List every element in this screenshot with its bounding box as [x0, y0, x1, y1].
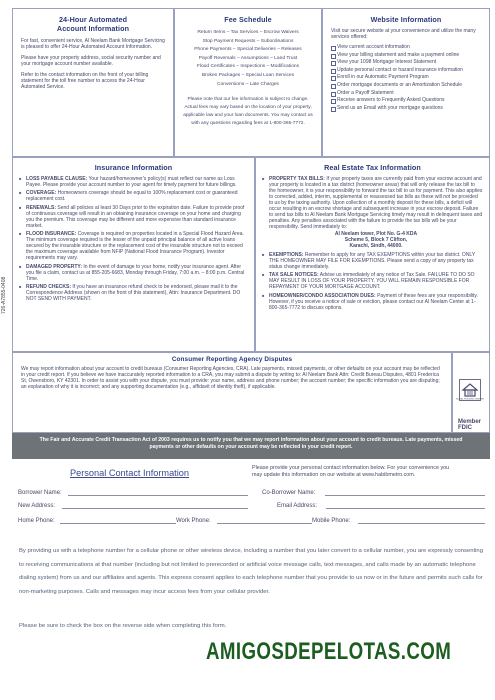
insurance-item-head: LOSS PAYABLE CLAUSE: [26, 176, 88, 182]
website-info-title: Website Information [370, 15, 442, 24]
website-checklist-item[interactable]: Order a Payoff Statement [331, 90, 481, 96]
fee-item: Conversions – Late Charges [217, 81, 279, 87]
website-checklist-item[interactable]: Update personal contact or hazard insurance information [331, 67, 481, 73]
tax-item [262, 293, 483, 311]
fee-item: Broken Packages – Special Loan Services [201, 72, 295, 78]
automated-paragraph-3: Refer to the contact information on the front of your billing statement for the toll free number to access the 24-Hour Automated Service. [21, 72, 149, 90]
insurance-item-text: If you have an insurance refund check to be endorsed, please mail it to the Correspondence Address (shown on the front of this statement), Attn: Insurance Department. DO NOT SEND WITH PAYMENT. [26, 283, 241, 302]
insurance-item-head: FLOOD INSURANCE: [26, 231, 77, 238]
equal-housing-lender-text: EQUAL HOUSING LENDER [456, 398, 484, 401]
website-info-section [322, 8, 490, 157]
home-phone-field[interactable] [60, 523, 176, 524]
insurance-item-text: In the event of damage to your home, notify your insurance agent. After you file a claim, contact us at 855-205-6683, Monday through Friday, 7:00 a.m. – 8:00 p.m. Central Time. [26, 263, 245, 282]
insurance-item-text: Your hazard/homeowner's policy(s) must reflect our name as Loss Payee. Please provide your account number to your agent for timely payment for future billings. [26, 176, 237, 188]
personal-contact-title: Personal Contact Information [70, 468, 189, 478]
tax-item-head: HOMEOWNER/CONDO ASSOCIATION DUES: [269, 292, 376, 299]
insurance-item-head: DAMAGED PROPERTY: [26, 263, 83, 270]
insurance-item [19, 190, 248, 202]
insurance-item-head: COVERAGE: [26, 190, 57, 197]
work-phone-label: Work Phone: [176, 518, 211, 524]
watermark-brand: AMIGOSDEPELOTAS.COM [206, 638, 452, 665]
automated-title-line1: 24-Hour Automated [58, 15, 128, 24]
tax-item-head: EXEMPTIONS: [269, 252, 304, 258]
member-fdic-label [458, 419, 481, 431]
tax-info-title: Real Estate Tax Information [324, 163, 421, 172]
website-checklist-item[interactable]: Receive answers to Frequently Asked Questions [331, 97, 481, 103]
insurance-item [19, 205, 248, 229]
automated-paragraph-2: Please have your property address, social security number and your mortgage account number available. [21, 55, 161, 67]
tax-item-head: TAX SALE NOTICES: [269, 272, 319, 279]
fee-item: Payoff Reversals – Assumptions – Land Trust [198, 55, 298, 61]
insurance-item [19, 284, 248, 302]
website-checklist-item[interactable]: View your billing statement and make a payment online [331, 52, 481, 58]
equal-housing-box [452, 352, 490, 433]
email-address-label: Email Address: [277, 503, 318, 509]
insurance-item-head: RENEWALS: [26, 204, 56, 211]
automated-paragraph-1: For fast, convenient service, Al Neelam Bank Mortgage Servicing is pleased to offer 24-Hour Automated Account Information. [21, 38, 165, 50]
website-checklist-item[interactable]: Send us an Email with your mortgage questions [331, 105, 481, 111]
mobile-phone-label: Mobile Phone: [312, 518, 351, 524]
website-checklist [331, 44, 481, 111]
co-borrower-name-field[interactable] [325, 495, 485, 496]
website-checklist-item[interactable]: Enroll in our Automatic Payment Program [331, 74, 481, 80]
tax-item-text: Advise us immediately of any notice of Tax Sale. FAILURE TO DO SO MAY RESULT IN LOSS OF YOUR PROPERTY. YOU WILL REMAIN RESPONSIBLE FOR REPAYMENT OF YOUR MORTGAGE ACCOUNT. [269, 272, 475, 291]
tax-item-text: Payment of these fees are your responsibility. However, if you receive a notice of sale or eviction, please contact our Al Neelam Center at 1-800-365-7772 to discuss options. [269, 292, 478, 311]
fee-item: Flood Certificates – Inspections – Modifications [196, 64, 300, 70]
insurance-info-title: Insurance Information [94, 163, 173, 172]
fee-item: Phone Payments – Special Deliveries – Releases [194, 47, 302, 53]
fair-credit-act-banner: The Fair and Accurate Credit Transaction Act of 2003 requires us to notify you that we may report information about your account to credit bureaus. Late payments, missed payments or other defaults on your account may be reflected in your credit report. [12, 433, 490, 459]
website-intro: Visit our secure website at your convenience and utilize the many services offered: [331, 28, 476, 40]
automated-title-line2: Account Information [56, 24, 130, 33]
website-checklist-item[interactable]: View your 1098 Mortgage Interest Statement [331, 59, 481, 65]
co-borrower-name-label: Co-Borrower Name: [262, 490, 316, 496]
address-line: Al Neelam tower, Plot No. G-4 KDA [334, 231, 418, 237]
insurance-item-text: Coverage is required on properties located in a Special Flood Hazard Area. The minimum coverage required is the lesser of the unpaid principal balance of all active loans secured by the insurable structure or the replacement cost of the insurable structure not to exceed the maximum coverage available from NFIP (National Flood Insurance Program). Investor requirements may vary. [26, 231, 244, 262]
website-checklist-item[interactable]: Order mortgage documents or an Amortization Schedule [331, 82, 481, 88]
insurance-item-text: Homeowners coverage should be equal to 100% replacement cost or guaranteed replacement cost. [26, 190, 238, 203]
tax-info-section [255, 157, 490, 352]
equal-housing-lender-icon [456, 379, 484, 401]
member-label: Member [458, 419, 482, 425]
tax-item-head: PROPERTY TAX BILLS: [269, 176, 325, 182]
credit-dispute-section [12, 352, 452, 433]
address-line: Karachi, Sindh, 44000. [349, 243, 403, 249]
credit-dispute-text: We may report information about your account to credit bureaus (Consumer Reporting Agencies, CRA). Late payments, missed payments, or other defaults on your account may be reflected in your credit report. If you believe we have inaccurately reported information to a CRA, you may submit a dispute by writing to: Al Neelam Bank Attn: Credit Bureau Disputes, 4801 Frederica St, Owensboro, KY 42301. In order to assist you with your dispute, you must provide: your name, address and phone number; the account number; the specific information you are disputing; an explanation of why it is incorrect; and any supporting documentation (e.g., affidavit of identity theft), if applicable. [21, 366, 440, 390]
statement-back-page [12, 8, 490, 696]
tax-item-text: Remember to apply for any TAX EXEMPTIONS within your tax district. ONLY THE HOMEOWNER MAY FILE FOR EXEMPTIONS. Please send a copy of any property tax status change immediately. [269, 252, 476, 270]
automated-info-section [12, 8, 174, 157]
email-address-field[interactable] [326, 508, 485, 509]
home-phone-label: Home Phone: [18, 518, 55, 524]
tax-item [262, 176, 483, 249]
work-phone-field[interactable] [217, 523, 312, 524]
insurance-item [19, 176, 248, 188]
insurance-item-head: REFUND CHECKS: [26, 283, 71, 290]
tax-mailing-address [269, 231, 483, 249]
tax-item-text: If your property taxes are currently paid from your escrow account and your property is located in a tax district (homeowner areas) that will only release the tax bill to the homeowner, it is your responsibility to forward the tax bill to us for payment. This also applies to corrected, added, interim, supplemental or reassessed tax bills as these will not be provided to us by the taxing authority. Upon collection of a monthly deposit for these bills, a deficit will occur resulting in an escrow shortage and subsequent increase in your escrow deposit. Failure to send tax bills to Al Neelam Bank Mortgage Servicing timely may result in delinquent taxes and penalties. Any penalties associated with the failure to provide the tax bills will be your responsibility. Send immediately to: [269, 176, 483, 230]
reverse-side-note: Please be sure to check the box on the reverse side when completing this form. [19, 623, 227, 629]
insurance-list [19, 176, 248, 302]
tax-item [262, 252, 483, 270]
fdic-label: FDIC [458, 425, 472, 431]
website-checklist-item[interactable]: View current account information [331, 44, 481, 50]
fee-schedule-section [174, 8, 322, 157]
insurance-info-section [12, 157, 255, 352]
tax-list [262, 176, 483, 311]
insurance-item-text: Send all policies at least 30 Days prior to the expiration date. Failure to provide proof of continuous coverage will result in an obtaining insurance coverage on your home and charging you the premium. This coverage may be different and more expensive than standard insurance market. [26, 204, 245, 229]
credit-dispute-title: Consumer Reporting Agency Disputes [171, 356, 293, 363]
fee-item: Return Items – Tax Services – Escrow Waivers [197, 30, 299, 35]
insurance-item [19, 264, 248, 282]
tax-item [262, 272, 483, 290]
fee-schedule-title: Fee Schedule [224, 15, 272, 24]
cellular-consent-paragraph: By providing us with a telephone number for a cellular phone or other wireless device, including a number that you later convert to a cellular number, you are expressly consenting to receiving communications at that number (including but not limited to prerecorded or artificial voice message calls, text messages, and calls made by an automatic telephone dialing system) from us and our affiliates and agents. This express consent applies to each telephone number that you provide to us now or in the future and permits such calls for non-marketing purposes. Calls and messages may incur access fees from your cellular provider. [19, 548, 483, 595]
address-line: Scheme 5, Block 7 Clifton, [344, 237, 408, 243]
mobile-phone-field[interactable] [358, 523, 485, 524]
borrower-name-label: Borrower Name: [18, 490, 62, 496]
insurance-item [19, 231, 248, 261]
borrower-name-field[interactable] [68, 495, 248, 496]
fee-note: Please note that our fee information is subject to change. Actual fees may vary based on the location of your property, applicable law and your loan documents. You may contact us with any questions regarding fees at 1-800-365-7772. [183, 96, 313, 126]
fee-item: Stop Payment Requests – Subordinations [202, 38, 294, 44]
automated-info-title [21, 15, 165, 33]
personal-contact-note: Please provide your personal contact information below. For your convenience you may update this information on our website at www.habibmetro.com. [252, 465, 450, 478]
new-address-label: New Address: [18, 503, 56, 509]
new-address-field[interactable] [62, 508, 248, 509]
document-code: 726-A7855-0408 [1, 276, 7, 314]
